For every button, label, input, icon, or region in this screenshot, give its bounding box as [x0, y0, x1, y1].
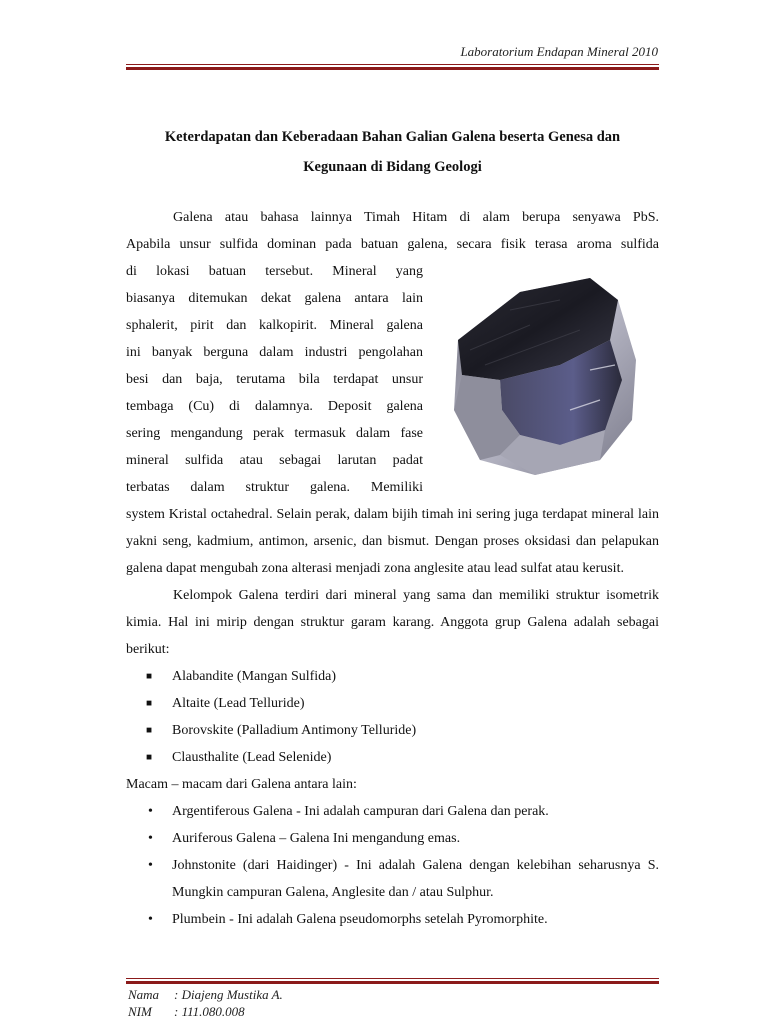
paragraph-1-line-2: Apabila unsur sulfida dominan pada batuan galena, secara fisik terasa aroma sulfida [126, 237, 659, 252]
wrap-line: tembaga (Cu) di dalamnya. Deposit galena [126, 399, 423, 414]
group-members-list [126, 663, 659, 771]
wrap-line: besi dan baja, terutama bila terdapat unsur [126, 372, 423, 387]
name-label: Nama [128, 987, 160, 1002]
footer-rule-thin [126, 978, 659, 979]
list-item [126, 690, 659, 717]
list-item [126, 717, 659, 744]
square-bullet-icon: ■ [146, 725, 153, 736]
paragraph-1-wrap-block [126, 258, 423, 501]
list-item-text: Borovskite (Palladium Antimony Telluride) [172, 723, 417, 738]
paragraph-1-rest: system Kristal octahedral. Selain perak, dalam bijih timah ini sering juga terdapat mineral lain yakni seng, kadmium, antimon, arsenic, dan bismut. Dengan proses oksidasi dan pelapukan galena dapat mengubah zona alterasi menjadi zona anglesite atau lead sulfat atau kerusit. [126, 507, 659, 576]
round-bullet-icon: • [148, 804, 153, 819]
list-item-text: Auriferous Galena – Galena Ini mengandung emas. [172, 831, 461, 846]
list-item [126, 906, 659, 933]
body-text [126, 204, 659, 933]
paragraph-1-line-1: Galena atau bahasa lainnya Timah Hitam di alam berupa senyawa PbS. [173, 210, 659, 225]
list-item-text: Altaite (Lead Telluride) [172, 696, 305, 711]
document-title [126, 122, 659, 182]
galena-types-list [126, 798, 659, 933]
wrap-line: terbatas dalam struktur galena. Memiliki [126, 480, 423, 495]
square-bullet-icon: ■ [146, 752, 153, 763]
footer-nim-row [128, 1003, 283, 1020]
nim-label: NIM [128, 1004, 152, 1019]
round-bullet-icon: • [148, 912, 153, 927]
list-item-text: Clausthalite (Lead Selenide) [172, 750, 332, 765]
list-item-text: Plumbein - Ini adalah Galena pseudomorphs setelah Pyromorphite. [172, 912, 548, 927]
paragraph-2: Kelompok Galena terdiri dari mineral yang sama dan memiliki struktur isometrik kimia. Hal ini mirip dengan struktur garam karang. Anggota grup Galena adalah sebagai berikut: [126, 588, 659, 657]
list-item-text: Argentiferous Galena - Ini adalah campuran dari Galena dan perak. [172, 804, 549, 819]
name-value: : Diajeng Mustika A. [174, 987, 283, 1002]
nim-value: : 111.080.008 [174, 1004, 245, 1019]
list-item [126, 663, 659, 690]
types-heading: Macam – macam dari Galena antara lain: [126, 777, 357, 792]
wrap-line: biasanya ditemukan dekat galena antara lain [126, 291, 423, 306]
wrap-line: mineral sulfida atau sebagai larutan padat [126, 453, 423, 468]
wrap-line: sphalerit, pirit dan kalkopirit. Mineral galena [126, 318, 423, 333]
list-item-text: Johnstonite (dari Haidinger) - Ini adalah Galena dengan kelebihan seharusnya S. Mungkin campuran Galena, Anglesite dan / atau Sulphur. [172, 858, 659, 900]
header-rule-thin [126, 64, 659, 65]
title-line-2: Kegunaan di Bidang Geologi [303, 159, 482, 175]
footer-name-row [128, 986, 283, 1003]
list-item [126, 744, 659, 771]
header-text: Laboratorium Endapan Mineral 2010 [460, 44, 658, 59]
list-item [126, 798, 659, 825]
round-bullet-icon: • [148, 858, 153, 873]
list-item [126, 852, 659, 906]
list-item [126, 825, 659, 852]
wrap-line: di lokasi batuan tersebut. Mineral yang [126, 264, 423, 279]
footer-author-info [128, 986, 283, 1020]
title-line-1: Keterdapatan dan Keberadaan Bahan Galian Galena beserta Genesa dan [164, 129, 621, 145]
wrap-line: ini banyak berguna dalam industri pengolahan [126, 345, 423, 360]
footer-rule-thick [126, 981, 659, 984]
round-bullet-icon: • [148, 831, 153, 846]
wrap-line: sering mengandung perak termasuk dalam fase [126, 426, 423, 441]
list-item-text: Alabandite (Mangan Sulfida) [172, 669, 337, 684]
header-rule-thick [126, 67, 659, 70]
square-bullet-icon: ■ [146, 698, 153, 709]
square-bullet-icon: ■ [146, 671, 153, 682]
